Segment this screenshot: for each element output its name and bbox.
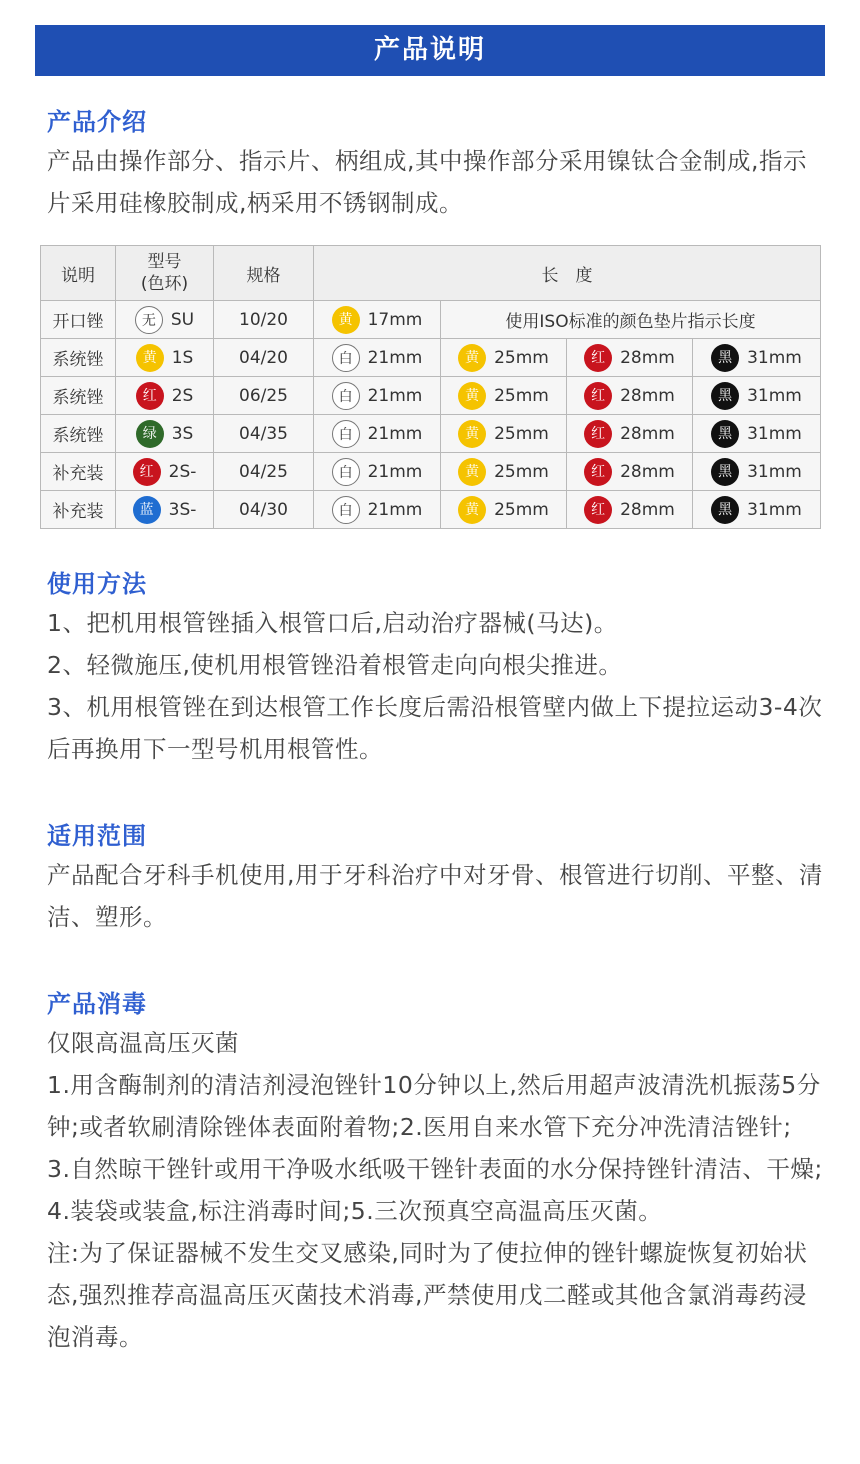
usage-step: 1、把机用根管锉插入根管口后,启动治疗器械(马达)。	[47, 609, 618, 637]
stopper-color-icon: 红	[584, 420, 612, 448]
row-model	[116, 301, 214, 339]
spec-table-body	[41, 301, 821, 529]
header-model-line2: (色环)	[140, 274, 189, 294]
row-length-2	[441, 453, 567, 491]
stopper-color-icon: 黑	[711, 420, 739, 448]
stopper-color-icon: 黑	[711, 458, 739, 486]
row-length-3	[567, 415, 693, 453]
row-length-2	[441, 491, 567, 529]
model-code: 3S-	[168, 499, 197, 520]
length-value: 28mm	[620, 347, 675, 368]
row-spec: 04/30	[214, 491, 314, 529]
stopper-color-icon: 红	[584, 496, 612, 524]
row-length-2	[441, 415, 567, 453]
model-code: 2S	[171, 385, 194, 406]
row-length-3	[567, 453, 693, 491]
length-value: 25mm	[494, 461, 549, 482]
length-value: 28mm	[620, 461, 675, 482]
row-desc: 补充装	[41, 453, 116, 491]
length-value: 25mm	[494, 347, 549, 368]
intro-text	[47, 140, 827, 224]
length-value: 28mm	[620, 499, 675, 520]
scope-text	[47, 854, 827, 938]
row-length-1	[314, 453, 441, 491]
stopper-color-icon: 黄	[332, 306, 360, 334]
disinfection-line: 注:为了保证器械不发生交叉感染,同时为了使拉伸的锉针螺旋恢复初始状态,强烈推荐高温高压灭菌技术消毒,严禁使用戊二醛或其他含氯消毒药浸泡消毒。	[47, 1239, 808, 1351]
row-length-4	[693, 415, 821, 453]
scope-title: 适用范围	[47, 822, 147, 850]
length-value: 25mm	[494, 499, 549, 520]
row-length-3	[567, 339, 693, 377]
row-length-1	[314, 377, 441, 415]
header-spec: 规格	[214, 246, 314, 301]
usage-title: 使用方法	[47, 570, 147, 598]
stopper-color-icon: 黑	[711, 496, 739, 524]
color-ring-icon: 无	[135, 306, 163, 334]
stopper-color-icon: 黄	[458, 420, 486, 448]
row-spec: 10/20	[214, 301, 314, 339]
length-value: 25mm	[494, 385, 549, 406]
row-note: 使用ISO标准的颜色垫片指示长度	[441, 301, 821, 339]
row-model	[116, 339, 214, 377]
table-row	[41, 491, 821, 529]
row-spec: 04/20	[214, 339, 314, 377]
model-code: 2S-	[168, 461, 197, 482]
row-length-4	[693, 339, 821, 377]
header-model-line1: 型号	[147, 252, 182, 272]
model-code: 1S	[171, 347, 194, 368]
stopper-color-icon: 红	[584, 458, 612, 486]
color-ring-icon: 红	[136, 382, 164, 410]
length-value: 28mm	[620, 385, 675, 406]
table-row	[41, 301, 821, 339]
length-value: 31mm	[747, 385, 802, 406]
row-length-4	[693, 377, 821, 415]
usage-text	[47, 602, 827, 770]
row-model	[116, 491, 214, 529]
row-length-3	[567, 377, 693, 415]
disinfection-line: 3.自然晾干锉针或用干净吸水纸吸干锉针表面的水分保持锉针清洁、干燥;	[47, 1155, 823, 1183]
row-spec: 04/25	[214, 453, 314, 491]
stopper-color-icon: 黄	[458, 344, 486, 372]
stopper-color-icon: 黑	[711, 382, 739, 410]
length-value: 31mm	[747, 499, 802, 520]
length-value: 21mm	[367, 385, 423, 406]
usage-step: 3、机用根管锉在到达根管工作长度后需沿根管壁内做上下提拉运动3-4次后再换用下一型号机用根管性。	[47, 693, 823, 763]
length-value: 28mm	[620, 423, 675, 444]
row-length-1	[314, 491, 441, 529]
row-length-1	[314, 339, 441, 377]
scope-paragraph: 产品配合牙科手机使用,用于牙科治疗中对牙骨、根管进行切削、平整、清洁、塑形。	[47, 861, 823, 931]
stopper-color-icon: 黄	[458, 496, 486, 524]
length-value: 21mm	[367, 499, 423, 520]
header-model	[116, 246, 214, 301]
row-model	[116, 415, 214, 453]
stopper-color-icon: 白	[332, 382, 360, 410]
length-value: 25mm	[494, 423, 549, 444]
disinfection-line: 4.装袋或装盒,标注消毒时间;5.三次预真空高温高压灭菌。	[47, 1197, 663, 1225]
row-spec: 04/35	[214, 415, 314, 453]
header-length: 长 度	[314, 246, 821, 301]
disinfection-line: 仅限高温高压灭菌	[47, 1029, 239, 1057]
disinfection-line: 1.用含酶制剂的清洁剂浸泡锉针10分钟以上,然后用超声波清洗机振荡5分钟;或者软刷清除锉体表面附着物;2.医用自来水管下充分冲洗清洁锉针;	[47, 1071, 821, 1141]
color-ring-icon: 绿	[136, 420, 164, 448]
table-row	[41, 339, 821, 377]
stopper-color-icon: 黄	[458, 458, 486, 486]
row-desc: 补充装	[41, 491, 116, 529]
stopper-color-icon: 白	[332, 344, 360, 372]
row-desc: 开口锉	[41, 301, 116, 339]
stopper-color-icon: 红	[584, 344, 612, 372]
length-value: 17mm	[367, 309, 423, 330]
row-length-2	[441, 377, 567, 415]
color-ring-icon: 黄	[136, 344, 164, 372]
disinfection-title: 产品消毒	[47, 990, 147, 1018]
row-model	[116, 377, 214, 415]
table-row	[41, 377, 821, 415]
usage-step: 2、轻微施压,使机用根管锉沿着根管走向向根尖推进。	[47, 651, 623, 679]
row-desc: 系统锉	[41, 339, 116, 377]
row-length-4	[693, 491, 821, 529]
row-length-3	[567, 491, 693, 529]
row-desc: 系统锉	[41, 377, 116, 415]
stopper-color-icon: 白	[332, 420, 360, 448]
row-length-2	[441, 339, 567, 377]
row-spec: 06/25	[214, 377, 314, 415]
row-length-1	[314, 415, 441, 453]
spec-table	[40, 245, 821, 529]
color-ring-icon: 红	[133, 458, 161, 486]
length-value: 31mm	[747, 347, 802, 368]
page-banner: 产品说明	[35, 25, 825, 76]
stopper-color-icon: 白	[332, 496, 360, 524]
header-desc: 说明	[41, 246, 116, 301]
row-length-4	[693, 453, 821, 491]
length-value: 31mm	[747, 461, 802, 482]
stopper-color-icon: 黄	[458, 382, 486, 410]
intro-title: 产品介绍	[47, 108, 147, 136]
model-code: SU	[170, 309, 195, 330]
stopper-color-icon: 白	[332, 458, 360, 486]
row-model	[116, 453, 214, 491]
stopper-color-icon: 黑	[711, 344, 739, 372]
length-value: 21mm	[367, 347, 423, 368]
color-ring-icon: 蓝	[133, 496, 161, 524]
row-length-1	[314, 301, 441, 339]
length-value: 21mm	[367, 423, 423, 444]
row-desc: 系统锉	[41, 415, 116, 453]
model-code: 3S	[171, 423, 194, 444]
length-value: 21mm	[367, 461, 423, 482]
table-row	[41, 415, 821, 453]
intro-paragraph: 产品由操作部分、指示片、柄组成,其中操作部分采用镍钛合金制成,指示片采用硅橡胶制成,柄采用不锈钢制成。	[47, 147, 807, 217]
length-value: 31mm	[747, 423, 802, 444]
stopper-color-icon: 红	[584, 382, 612, 410]
table-row	[41, 453, 821, 491]
disinfection-text	[47, 1022, 827, 1358]
